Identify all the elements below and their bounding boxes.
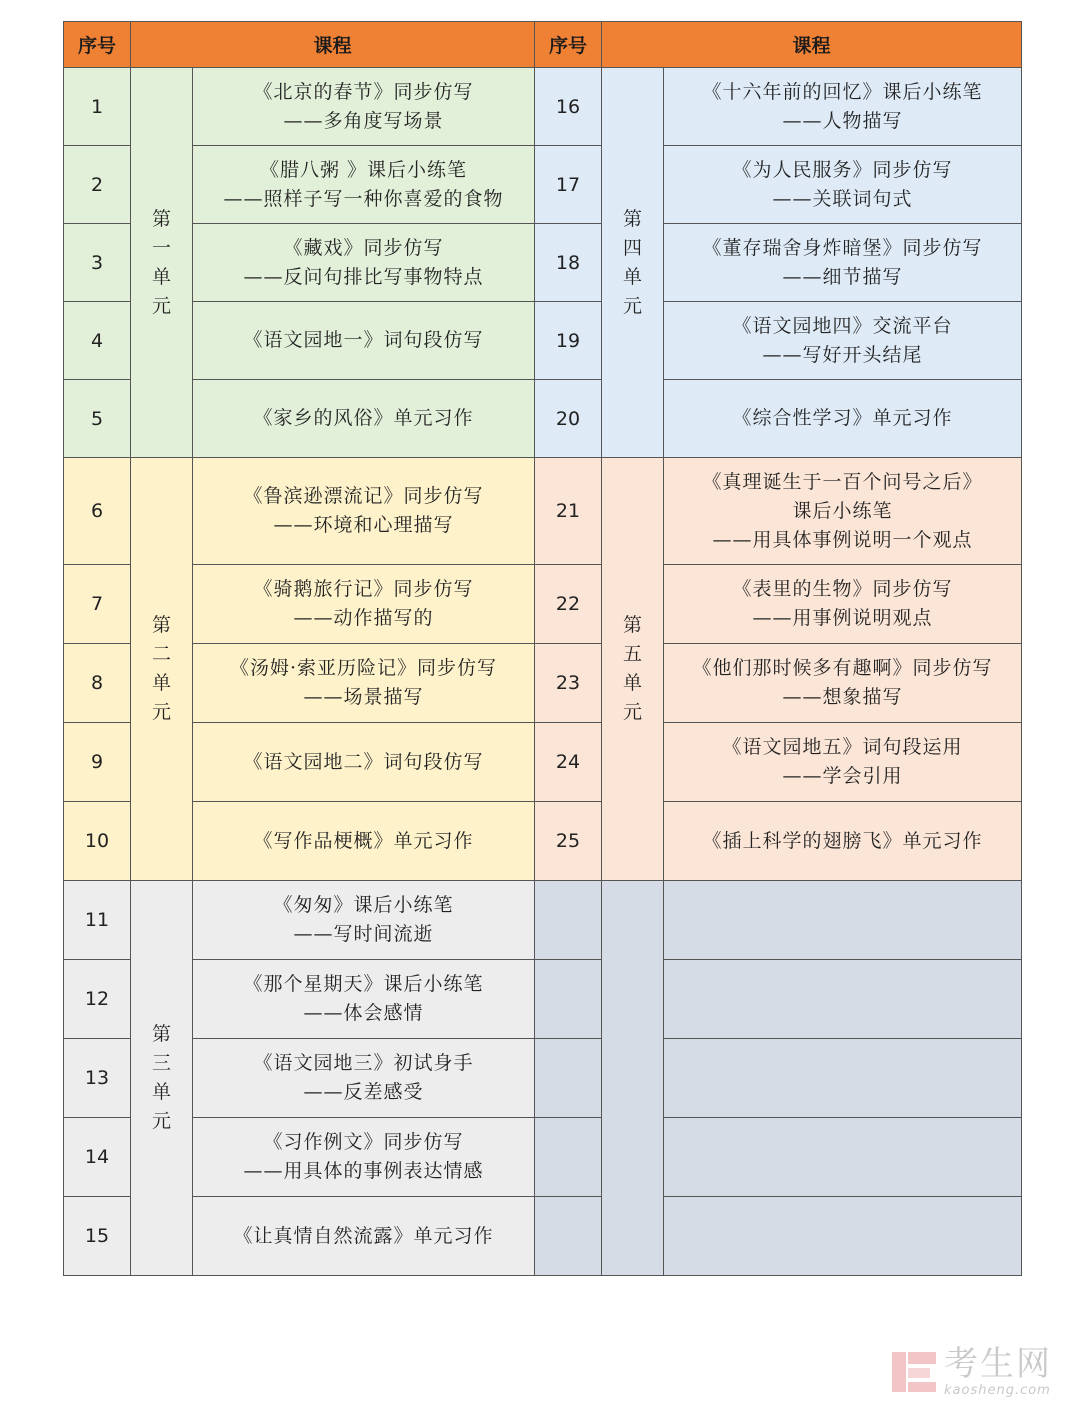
course-line: 《语文园地五》词句段运用: [722, 736, 963, 758]
course-cell: [193, 302, 535, 380]
course-line: 《语文园地二》词句段仿写: [243, 750, 484, 773]
course-line: ——场景描写: [303, 686, 424, 708]
unit-label-char: 第: [151, 614, 171, 636]
header-seq-right: 序号: [535, 22, 602, 68]
course-cell: [193, 1197, 535, 1276]
table-row: [64, 723, 1022, 802]
course-line: 《为人民服务》同步仿写: [732, 158, 953, 181]
table-row: [64, 1197, 1022, 1276]
unit-label-char: 单: [151, 1081, 171, 1103]
row-number: 25: [535, 802, 602, 881]
table-row: [64, 565, 1022, 644]
course-line: 《匆匆》课后小练笔: [273, 894, 454, 916]
row-number: 20: [535, 380, 602, 458]
row-number: 21: [535, 458, 602, 565]
header-row: [64, 22, 1022, 68]
table-row: [64, 881, 1022, 960]
kaosheng-logo-icon: [890, 1348, 938, 1396]
course-line: 《表里的生物》同步仿写: [732, 578, 953, 600]
course-cell: [664, 458, 1022, 565]
course-cell: [193, 960, 535, 1039]
table-row: [64, 146, 1022, 224]
course-line: 《写作品梗概》单元习作: [253, 829, 474, 852]
course-line: ——动作描写的: [293, 607, 434, 629]
row-number: 8: [64, 644, 131, 723]
unit-label-char: 单: [151, 672, 171, 694]
course-line: ——写好开头结尾: [762, 343, 923, 366]
course-line: 《综合性学习》单元习作: [732, 407, 953, 429]
table-row: [64, 1039, 1022, 1118]
row-number: 7: [64, 565, 131, 644]
unit-label: [131, 458, 193, 881]
watermark-name: 考生网: [944, 1344, 1052, 1384]
course-line: ——反问句排比写事物特点: [243, 265, 484, 288]
empty-cell: [664, 1118, 1022, 1197]
course-cell: [193, 224, 535, 302]
empty-cell: [535, 1118, 602, 1197]
empty-cell: [664, 881, 1022, 960]
course-cell: [664, 802, 1022, 881]
course-line: 《习作例文》同步仿写: [263, 1131, 464, 1153]
unit-label-char: 单: [151, 265, 171, 288]
course-cell: [193, 644, 535, 723]
unit-label-char: 第: [623, 207, 643, 230]
course-cell: [193, 802, 535, 881]
course-cell: [193, 458, 535, 565]
course-cell: [193, 723, 535, 802]
row-number: 19: [535, 302, 602, 380]
row-number: 24: [535, 723, 602, 802]
course-line: ——体会感情: [303, 1002, 424, 1024]
empty-cell: [535, 881, 602, 960]
row-number: 10: [64, 802, 131, 881]
course-line: 《插上科学的翅膀飞》单元习作: [702, 829, 983, 852]
table-row: [64, 302, 1022, 380]
course-cell: [193, 146, 535, 224]
row-number: 4: [64, 302, 131, 380]
unit-label: [131, 68, 193, 458]
unit-label: [602, 458, 664, 881]
row-number: 11: [64, 881, 131, 960]
course-cell: [664, 146, 1022, 224]
course-cell: [664, 302, 1022, 380]
table-row: [64, 802, 1022, 881]
table-row: [64, 644, 1022, 723]
unit-label-char: 元: [623, 294, 643, 317]
header-course-right: 课程: [602, 22, 1022, 68]
course-line: 《董存瑞舍身炸暗堡》同步仿写: [702, 236, 983, 259]
course-line: 《汤姆·索亚历险记》同步仿写: [229, 657, 498, 679]
row-number: 17: [535, 146, 602, 224]
course-line: 《语文园地三》初试身手: [253, 1052, 474, 1074]
unit-label-char: 三: [151, 1052, 171, 1074]
row-number: 5: [64, 380, 131, 458]
course-line: ——用具体的事例表达情感: [243, 1160, 484, 1182]
unit-label-char: 第: [151, 1023, 171, 1045]
course-line: 《那个星期天》课后小练笔: [243, 973, 484, 995]
course-line: 《腊八粥 》课后小练笔: [259, 158, 468, 181]
row-number: 23: [535, 644, 602, 723]
course-cell: [193, 881, 535, 960]
unit-label-char: 单: [623, 672, 643, 694]
empty-cell: [535, 1039, 602, 1118]
course-line: ——用具体事例说明一个观点: [712, 528, 973, 551]
course-line: 《语文园地一》词句段仿写: [243, 329, 484, 351]
table-row: [64, 68, 1022, 146]
row-number: 12: [64, 960, 131, 1039]
course-cell: [664, 644, 1022, 723]
unit-label-char: 第: [623, 614, 643, 636]
unit-label-char: 第: [151, 207, 171, 230]
course-cell: [193, 1039, 535, 1118]
course-line: 课后小练笔: [792, 499, 893, 522]
unit-label-char: 四: [623, 236, 643, 259]
row-number: 14: [64, 1118, 131, 1197]
table-row: [64, 1118, 1022, 1197]
table-row: [64, 458, 1022, 565]
row-number: 15: [64, 1197, 131, 1276]
course-line: 《藏戏》同步仿写: [283, 236, 444, 259]
course-line: 《家乡的风俗》单元习作: [253, 407, 474, 429]
course-line: 《骑鹅旅行记》同步仿写: [253, 578, 474, 600]
course-cell: [664, 380, 1022, 458]
row-number: 9: [64, 723, 131, 802]
watermark-url: kaosheng.com: [944, 1383, 1051, 1398]
course-line: 《鲁滨逊漂流记》同步仿写: [243, 485, 484, 507]
course-line: 《十六年前的回忆》课后小练笔: [702, 80, 983, 103]
course-cell: [193, 1118, 535, 1197]
course-cell: [664, 565, 1022, 644]
header-seq-left: 序号: [64, 22, 131, 68]
course-cell: [193, 68, 535, 146]
unit-label: [131, 881, 193, 1276]
course-line: ——想象描写: [782, 686, 903, 708]
unit-label-char: 二: [151, 643, 171, 665]
row-number: 16: [535, 68, 602, 146]
course-cell: [664, 224, 1022, 302]
empty-cell: [535, 1197, 602, 1276]
course-cell: [664, 68, 1022, 146]
empty-cell: [664, 960, 1022, 1039]
unit-label-char: 元: [623, 701, 643, 723]
course-line: ——反差感受: [303, 1081, 424, 1103]
course-line: ——用事例说明观点: [752, 607, 933, 629]
row-number: 22: [535, 565, 602, 644]
course-line: 《北京的春节》同步仿写: [253, 80, 474, 103]
watermark: [890, 1345, 1052, 1398]
row-number: 1: [64, 68, 131, 146]
row-number: 18: [535, 224, 602, 302]
course-line: 《他们那时候多有趣啊》同步仿写: [692, 657, 993, 679]
course-line: 《语文园地四》交流平台: [732, 314, 953, 337]
table-row: [64, 960, 1022, 1039]
row-number: 2: [64, 146, 131, 224]
course-line: ——关联词句式: [772, 187, 913, 210]
empty-cell: [664, 1039, 1022, 1118]
course-line: ——细节描写: [782, 265, 903, 288]
empty-cell: [664, 1197, 1022, 1276]
row-number: 13: [64, 1039, 131, 1118]
unit-label: [602, 68, 664, 458]
header-course-left: 课程: [131, 22, 535, 68]
unit-label-char: 元: [151, 1110, 171, 1132]
empty-cell: [535, 960, 602, 1039]
course-cell: [664, 723, 1022, 802]
unit-label-char: 元: [151, 294, 171, 317]
unit-label-char: 单: [623, 265, 643, 288]
course-table: [63, 21, 1022, 1276]
course-line: ——环境和心理描写: [273, 514, 454, 536]
course-cell: [193, 380, 535, 458]
course-line: ——人物描写: [782, 109, 903, 132]
course-line: ——多角度写场景: [283, 109, 444, 132]
table-row: [64, 224, 1022, 302]
course-line: 《真理诞生于一百个问号之后》: [702, 470, 983, 493]
empty-unit-cell: [602, 881, 664, 1276]
course-line: 《让真情自然流露》单元习作: [233, 1224, 494, 1247]
table-row: [64, 380, 1022, 458]
course-line: ——写时间流逝: [293, 923, 434, 945]
course-line: ——学会引用: [782, 765, 903, 787]
row-number: 3: [64, 224, 131, 302]
unit-label-char: 一: [151, 236, 171, 259]
course-line: ——照样子写一种你喜爱的食物: [223, 187, 504, 210]
course-cell: [193, 565, 535, 644]
row-number: 6: [64, 458, 131, 565]
unit-label-char: 五: [623, 643, 643, 665]
unit-label-char: 元: [151, 701, 171, 723]
